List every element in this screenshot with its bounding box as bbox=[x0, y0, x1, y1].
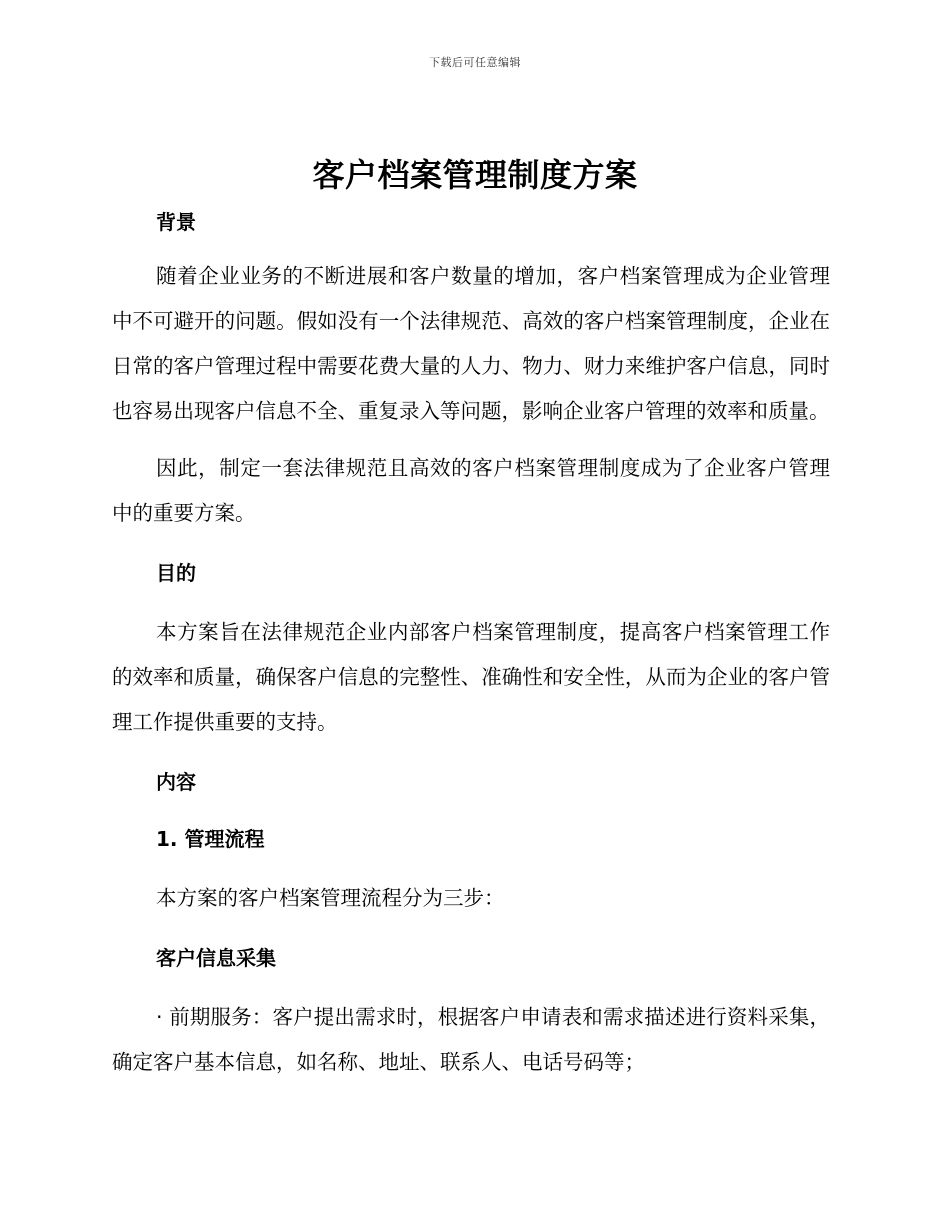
page-header-note: 下载后可任意编辑 bbox=[429, 56, 521, 69]
paragraph-purpose-1: 本方案旨在法律规范企业内部客户档案管理制度，提高客户档案管理工作的效率和质量，确保客户信息的完整性、准确性和安全性，从而为企业的客户管理工作提供重要的支持。 bbox=[112, 620, 830, 734]
paragraph-collection-1: · 前期服务：客户提出需求时，根据客户申请表和需求描述进行资料采集，确定客户基本信息，如名称、地址、联系人、电话号码等； bbox=[112, 1005, 830, 1074]
section-heading-content: 内容 bbox=[156, 770, 196, 794]
section-heading-background: 背景 bbox=[156, 210, 196, 234]
document-title: 客户档案管理制度方案 bbox=[312, 156, 638, 194]
section-heading-purpose: 目的 bbox=[156, 561, 196, 585]
section-heading-collection: 客户信息采集 bbox=[156, 946, 276, 970]
paragraph-background-2: 因此，制定一套法律规范且高效的客户档案管理制度成为了企业客户管理中的重要方案。 bbox=[112, 456, 830, 525]
document-body bbox=[112, 202, 830, 1085]
section-heading-process: 1. 管理流程 bbox=[156, 827, 265, 851]
paragraph-process-1: 本方案的客户档案管理流程分为三步： bbox=[156, 886, 505, 910]
paragraph-background-1: 随着企业业务的不断进展和客户数量的增加，客户档案管理成为企业管理中不可避开的问题。假如没有一个法律规范、高效的客户档案管理制度，企业在日常的客户管理过程中需要花费大量的人力、物力、财力来维护客户信息，同时也容易出现客户信息不全、重复录入等问题，影响企业客户管理的效率和质量。 bbox=[112, 264, 830, 423]
